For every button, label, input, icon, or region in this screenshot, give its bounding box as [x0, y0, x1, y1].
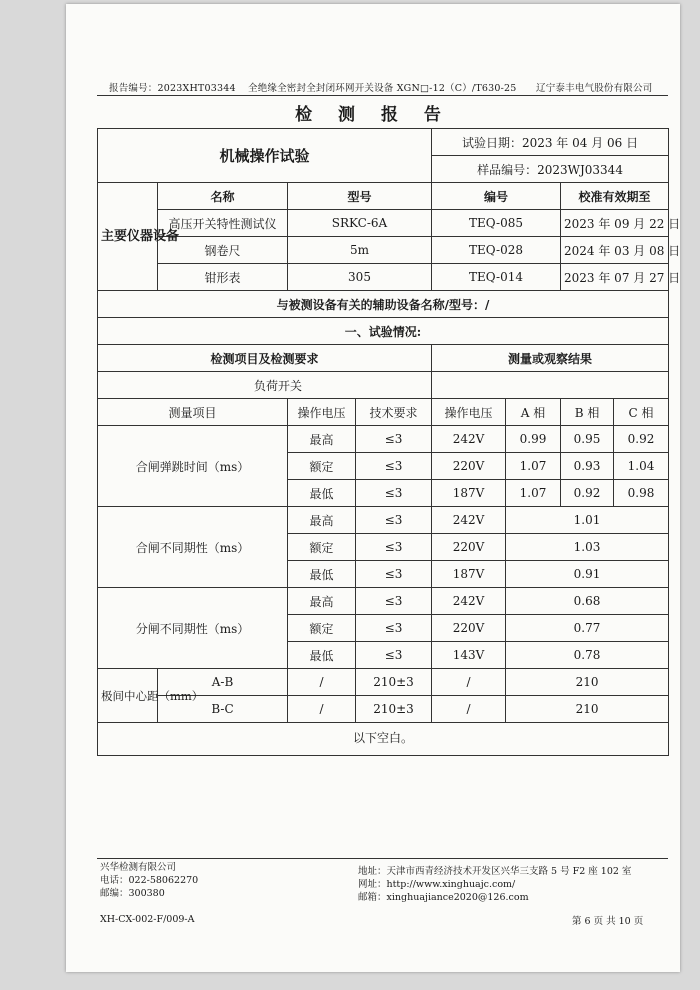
req-cell: ≤3	[356, 480, 432, 507]
test-date: 试验日期：2023 年 04 月 06 日	[432, 129, 669, 156]
table-row	[98, 669, 669, 696]
aux-equipment: 与被测设备有关的辅助设备名称/型号：/	[98, 291, 669, 318]
pole-pair: B-C	[158, 696, 288, 723]
level-cell: 额定	[288, 534, 356, 561]
instrument-model: 305	[288, 264, 432, 291]
form-code: XH-CX-002-F/009-A	[100, 914, 195, 925]
req-cell: 210±3	[356, 669, 432, 696]
switch-result-empty	[432, 372, 669, 399]
instrument-row	[98, 237, 669, 264]
page-number: 第 6 页 共 10 页	[572, 916, 644, 927]
footer-right	[358, 865, 631, 904]
req-cell: ≤3	[356, 426, 432, 453]
phase-b-value: 0.95	[561, 426, 614, 453]
result-value: 0.78	[506, 642, 669, 669]
result-value: 0.77	[506, 615, 669, 642]
phase-c-value: 0.98	[614, 480, 669, 507]
phase-c-value: 1.04	[614, 453, 669, 480]
sample-number: 样品编号：2023WJ03344	[432, 156, 669, 183]
instrument-name: 钳形表	[158, 264, 288, 291]
result-value: 0.68	[506, 588, 669, 615]
footer-phone: 电话：022-58062270	[100, 875, 199, 886]
op-voltage-header-2: 操作电压	[432, 399, 506, 426]
instrument-header-model: 型号	[288, 183, 432, 210]
instrument-row	[98, 264, 669, 291]
phase-c-value: 0.92	[614, 426, 669, 453]
table-row	[98, 507, 669, 534]
instrument-number: TEQ-014	[432, 264, 561, 291]
footer-address: 地址：天津市西青经济技术开发区兴华三支路 5 号 F2 座 102 室	[358, 866, 632, 877]
voltage-cell: 220V	[432, 534, 506, 561]
level-cell: 最高	[288, 426, 356, 453]
footer-left	[100, 861, 198, 900]
instrument-name: 高压开关特性测试仪	[158, 210, 288, 237]
switch-name: 负荷开关	[98, 372, 432, 399]
instrument-calibration: 2023 年 07 月 27 日	[561, 264, 669, 291]
instrument-calibration: 2024 年 03 月 08 日	[561, 237, 669, 264]
voltage-cell: 187V	[432, 480, 506, 507]
result-value: 1.03	[506, 534, 669, 561]
voltage-cell: /	[288, 696, 356, 723]
instrument-number: TEQ-028	[432, 237, 561, 264]
level-cell: 最低	[288, 561, 356, 588]
instrument-number: TEQ-085	[432, 210, 561, 237]
voltage-cell: /	[288, 669, 356, 696]
voltage-cell: /	[432, 669, 506, 696]
blank-note: 以下空白。	[98, 723, 669, 756]
result-value: 0.91	[506, 561, 669, 588]
pole-pair: A-B	[158, 669, 288, 696]
phase-b-value: 0.92	[561, 480, 614, 507]
instrument-model: SRKC-6A	[288, 210, 432, 237]
phase-a-value: 0.99	[506, 426, 561, 453]
table-row	[98, 588, 669, 615]
voltage-cell: 242V	[432, 426, 506, 453]
voltage-cell: /	[432, 696, 506, 723]
voltage-cell: 220V	[432, 615, 506, 642]
pole-distance-label: 极间中心距（mm）	[98, 669, 158, 723]
req-cell: ≤3	[356, 615, 432, 642]
req-cell: ≤3	[356, 507, 432, 534]
level-cell: 额定	[288, 615, 356, 642]
instrument-header-calibration: 校准有效期至	[561, 183, 669, 210]
instrument-header-name: 名称	[158, 183, 288, 210]
op-voltage-header: 操作电压	[288, 399, 356, 426]
open-sync-label: 分闸不同期性（ms）	[98, 588, 288, 669]
phase-a-header: A 相	[506, 399, 561, 426]
result-value: 210	[506, 696, 669, 723]
instrument-name: 钢卷尺	[158, 237, 288, 264]
section-heading: 一、试验情况:	[98, 318, 669, 345]
level-cell: 最高	[288, 588, 356, 615]
phase-b-value: 0.93	[561, 453, 614, 480]
phase-c-header: C 相	[614, 399, 669, 426]
voltage-cell: 143V	[432, 642, 506, 669]
req-cell: ≤3	[356, 453, 432, 480]
phase-a-value: 1.07	[506, 480, 561, 507]
report-table	[97, 128, 681, 756]
report-page	[66, 4, 680, 972]
report-number: 报告编号：2023XHT03344	[109, 83, 236, 94]
instrument-model: 5m	[288, 237, 432, 264]
footer-rule	[97, 858, 668, 859]
phase-b-header: B 相	[561, 399, 614, 426]
result-value: 210	[506, 669, 669, 696]
device-name: 全绝缘全密封全封闭环网开关设备 XGN□-12（C）/T630-25	[248, 83, 517, 94]
req-cell: 210±3	[356, 696, 432, 723]
voltage-cell: 242V	[432, 588, 506, 615]
req-cell: ≤3	[356, 588, 432, 615]
result-value: 1.01	[506, 507, 669, 534]
instrument-calibration: 2023 年 09 月 22 日	[561, 210, 669, 237]
level-cell: 最高	[288, 507, 356, 534]
test-name: 机械操作试验	[98, 129, 432, 183]
footer-website: 网址：http://www.xinghuajc.com/	[358, 879, 516, 890]
footer-postcode: 邮编：300380	[100, 888, 165, 899]
instrument-row	[98, 210, 669, 237]
req-cell: ≤3	[356, 561, 432, 588]
page-title: 检 测 报 告	[295, 105, 451, 125]
close-sync-label: 合闸不同期性（ms）	[98, 507, 288, 588]
voltage-cell: 220V	[432, 453, 506, 480]
level-cell: 额定	[288, 453, 356, 480]
instrument-header-number: 编号	[432, 183, 561, 210]
instruments-section-label: 主要仪器设备	[98, 183, 158, 291]
tech-req-header: 技术要求	[356, 399, 432, 426]
level-cell: 最低	[288, 480, 356, 507]
req-cell: ≤3	[356, 534, 432, 561]
table-row	[98, 426, 669, 453]
phase-a-value: 1.07	[506, 453, 561, 480]
results-header: 测量或观察结果	[432, 345, 669, 372]
footer-company: 兴华检测有限公司	[100, 862, 177, 873]
client-name: 辽宁泰丰电气股份有限公司	[536, 83, 653, 94]
voltage-cell: 242V	[432, 507, 506, 534]
voltage-cell: 187V	[432, 561, 506, 588]
measure-item-header: 测量项目	[98, 399, 288, 426]
header-rule	[97, 95, 668, 96]
items-header: 检测项目及检测要求	[98, 345, 432, 372]
level-cell: 最低	[288, 642, 356, 669]
bounce-label: 合闸弹跳时间（ms）	[98, 426, 288, 507]
footer-email: 邮箱：xinghuajiance2020@126.com	[358, 892, 529, 903]
req-cell: ≤3	[356, 642, 432, 669]
